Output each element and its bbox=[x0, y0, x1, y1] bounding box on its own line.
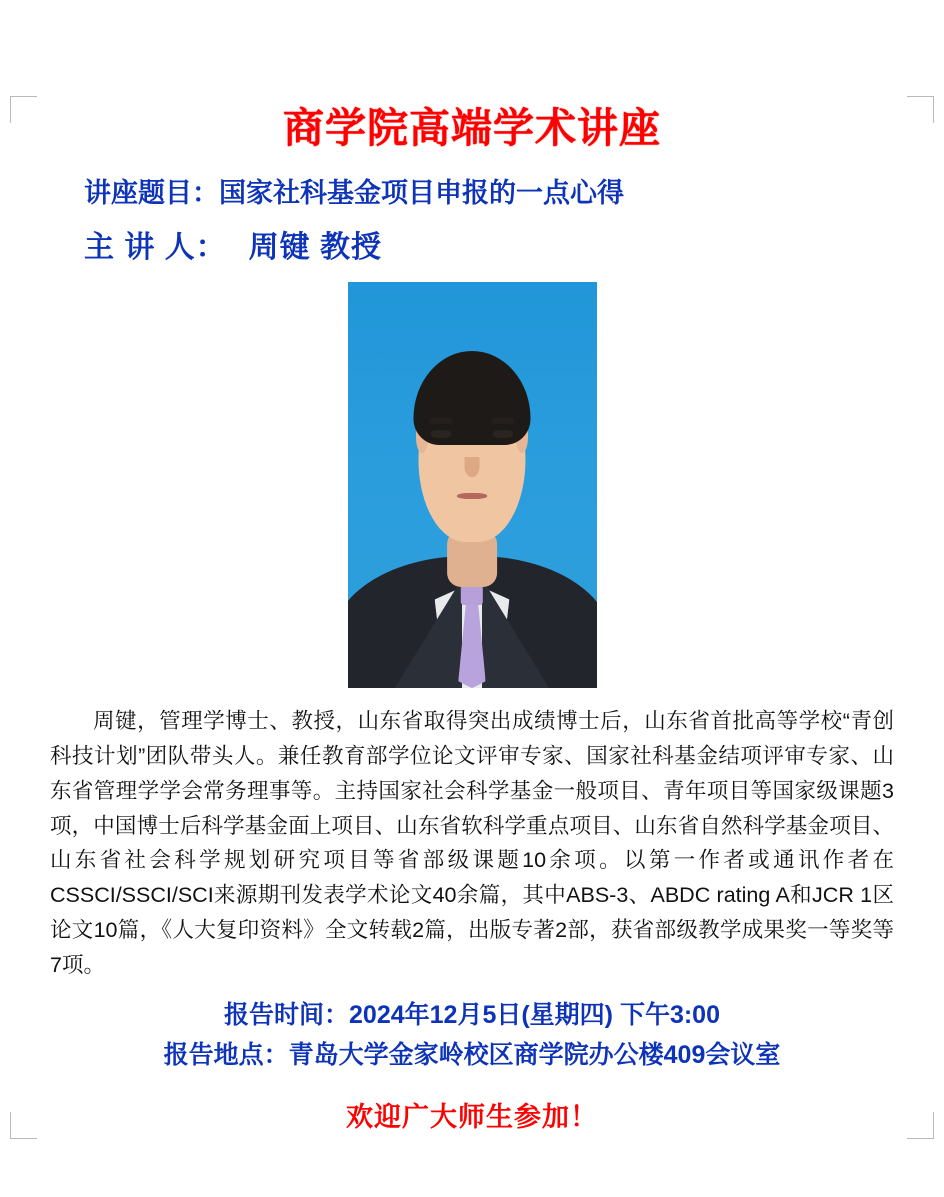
eye-left bbox=[431, 430, 451, 437]
page-title: 商学院高端学术讲座 bbox=[283, 105, 661, 151]
speaker-line bbox=[48, 228, 896, 269]
lecture-topic-line bbox=[48, 175, 896, 211]
crop-mark-top-left bbox=[10, 96, 37, 123]
mouth-shape bbox=[457, 493, 487, 499]
portrait-container bbox=[48, 282, 896, 688]
necktie-knot bbox=[461, 585, 483, 605]
lecture-time: 报告时间：2024年12月5日(星期四) 下午3:00 bbox=[224, 1000, 720, 1029]
crop-mark-top-right bbox=[907, 96, 934, 123]
speaker-name: 周键 教授 bbox=[248, 230, 383, 264]
lecture-location: 报告地点：青岛大学金家岭校区商学院办公楼409会议室 bbox=[163, 1041, 781, 1069]
crop-mark-bottom-right bbox=[907, 1112, 934, 1139]
poster-content bbox=[48, 104, 896, 1161]
lecture-topic-label: 讲座题目： bbox=[84, 178, 219, 209]
welcome-note: 欢迎广大师生参加！ bbox=[346, 1102, 598, 1133]
lecture-topic-value: 国家社科基金项目申报的一点心得 bbox=[219, 178, 624, 209]
eyebrow-left bbox=[430, 418, 452, 424]
speaker-portrait-photo bbox=[348, 282, 597, 688]
crop-mark-bottom-left bbox=[10, 1112, 37, 1139]
speaker-biography: 周键，管理学博士、教授，山东省取得突出成绩博士后，山东省首批高等学校“青创科技计划”团队带头人。兼任教育部学位论文评审专家、国家社科基金结项评审专家、山东省管理学学会常务理事等。主持国家社会科学基金一般项目、青年项目等国家级课题3项，中国博士后科学基金面上项目、山东省软科学重点项目、山东省自然科学基金项目、山东省社会科学规划研究项目等省部级课题10余项。以第一作者或通讯作者在CSSCI/SSCI/SCI来源期刊发表学术论文40余篇，其中ABS-3、ABDC rating A和JCR 1区论文10篇，《人大复印资料》全文转载2篇，出版专著2部，获省部级教学成果奖一等奖等7项。 bbox=[50, 709, 894, 977]
speaker-label: 主 讲 人： bbox=[84, 230, 227, 264]
eye-right bbox=[493, 430, 513, 437]
eyebrow-right bbox=[492, 418, 514, 424]
